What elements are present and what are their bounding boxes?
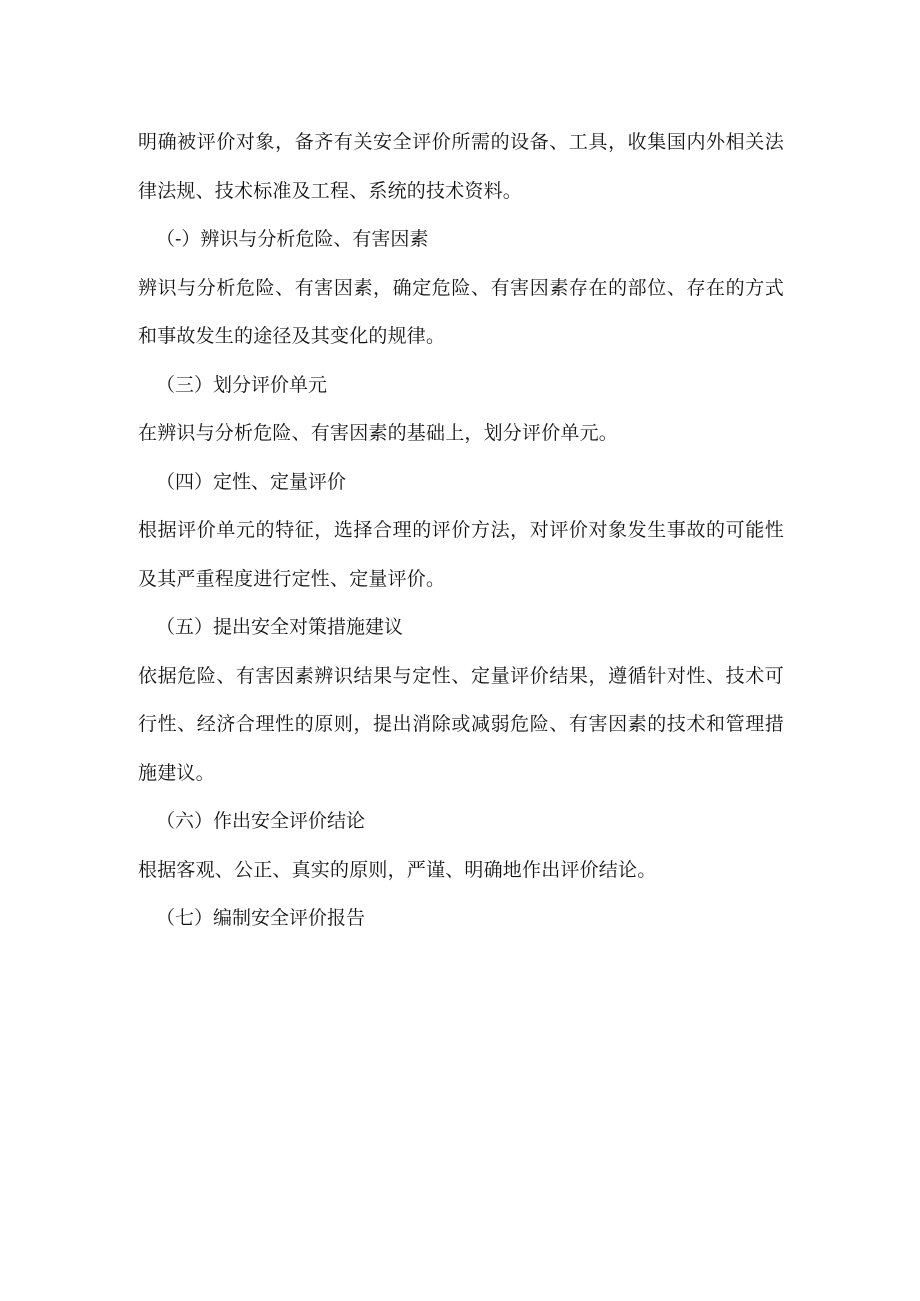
paragraph-prepare-materials: 明确被评价对象，备齐有关安全评价所需的设备、工具，收集国内外相关法律法规、技术标准及工程、系统的技术资料。 [138, 131, 784, 202]
heading-qualitative-quantitative: （四）定性、定量评价 [156, 470, 347, 493]
heading-identify-hazards: （-）辨识与分析危险、有害因素 [156, 228, 429, 250]
heading-conclusion: （六）作出安全评价结论 [156, 810, 366, 832]
heading-report: （七）编制安全评价报告 [156, 907, 366, 929]
paragraph-conclusion: 根据客观、公正、真实的原则，严谨、明确地作出评价结论。 [138, 858, 657, 881]
paragraph-qualitative-quantitative: 根据评价单元的特征，选择合理的评价方法，对评价对象发生事故的可能性及其严重程度进行定性、定量评价。 [138, 519, 784, 590]
paragraph-safety-measures: 依据危险、有害因素辨识结果与定性、定量评价结果，遵循针对性、技术可行性、经济合理性的原则，提出消除或减弱危险、有害因素的技术和管理措施建议。 [138, 664, 784, 784]
paragraph-divide-units: 在辨识与分析危险、有害因素的基础上，划分评价单元。 [138, 422, 619, 444]
paragraph-identify-hazards: 辨识与分析危险、有害因素，确定危险、有害因素存在的部位、存在的方式和事故发生的途径及其变化的规律。 [138, 276, 784, 347]
heading-safety-measures: （五）提出安全对策措施建议 [156, 616, 404, 638]
document-body [138, 118, 784, 943]
heading-divide-units: （三）划分评价单元 [156, 373, 328, 396]
